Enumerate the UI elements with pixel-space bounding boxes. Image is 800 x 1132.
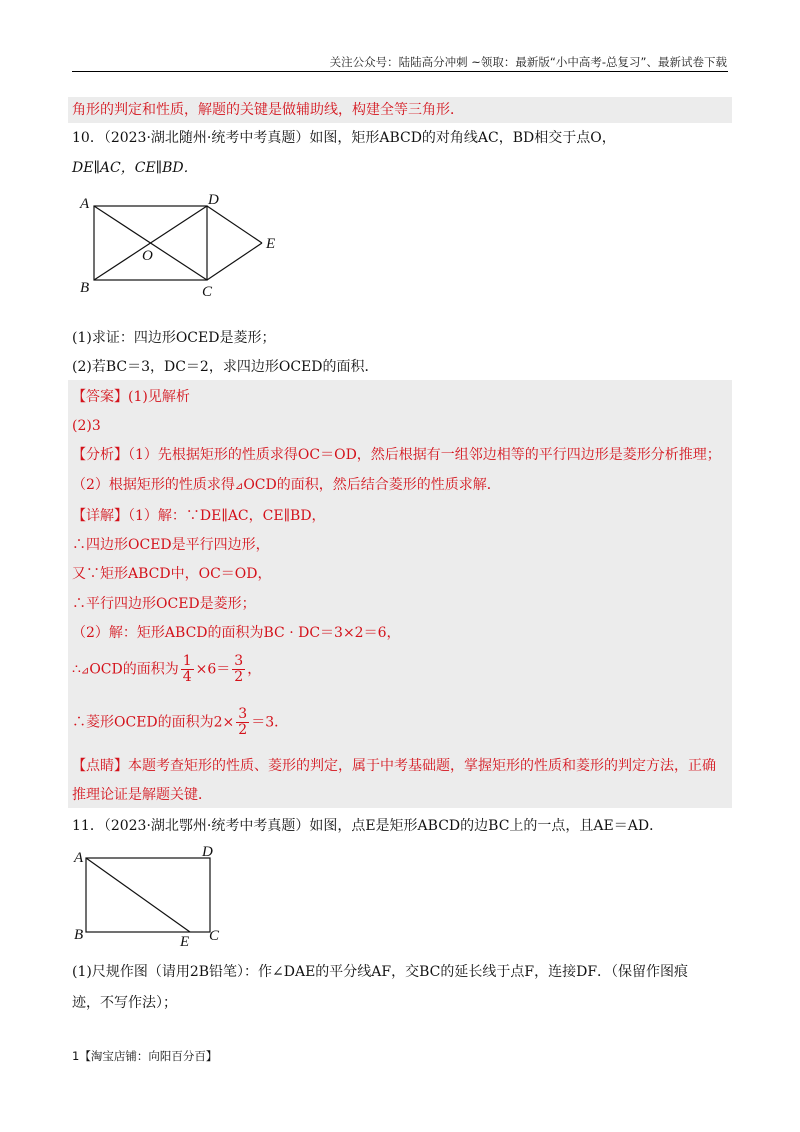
q10-detail7 — [72, 707, 288, 738]
page-footer: 1【淘宝店铺：向阳百分百】 — [72, 1049, 218, 1063]
detail6-times: ×6＝ — [195, 661, 231, 678]
label-d: D — [208, 192, 219, 208]
rectangle-abcd — [86, 858, 210, 932]
page-header: 关注公众号：陆陆高分冲刺 ~领取：最新版“小中高考-总复习”、最新试卷下载 — [329, 55, 727, 69]
segment-ae — [86, 858, 190, 932]
q10-stem-line2: DE∥AC，CE∥BD． — [72, 160, 198, 176]
q10-comment1: 【点睛】本题考查矩形的性质、菱形的判定，属于中考基础题，掌握矩形的性质和菱形的判定方法，正确 — [72, 758, 716, 774]
label-c: C — [209, 928, 220, 944]
label-e: E — [180, 934, 190, 947]
q10-figure — [72, 188, 292, 300]
fraction-denominator: 2 — [234, 669, 244, 685]
analysis2-post: OCD的面积，然后结合菱形的性质求解． — [243, 477, 501, 493]
label-a: A — [74, 850, 84, 866]
q11-part1-line1: (1)尺规作图（请用2B铅笔）：作∠DAE的平分线AF，交BC的延长线于点F，连接DF．（保留作图痕 — [72, 964, 689, 980]
q10-part1: (1)求证：四边形OCED是菱形； — [72, 330, 276, 346]
q10-part2: (2)若BC＝3，DC＝2，求四边形OCED的面积． — [72, 359, 379, 375]
detail6-end: ， — [247, 661, 262, 678]
q10-detail3: 又∵矩形ABCD中，OC＝OD， — [72, 566, 272, 582]
triangle-symbol: ⊿ — [80, 665, 90, 677]
detail7-pre: ∴菱形OCED的面积为2× — [72, 714, 235, 731]
q10-analysis2 — [72, 475, 501, 497]
fraction-denominator: 2 — [238, 722, 248, 738]
q11-figure — [72, 842, 232, 947]
q10-detail4: ∴平行四边形OCED是菱形； — [72, 596, 256, 612]
label-b: B — [80, 280, 90, 296]
segment-de — [207, 206, 262, 243]
triangle-symbol: ⊿ — [234, 481, 244, 492]
fraction-numerator: 3 — [234, 653, 244, 669]
q11-part1-line2: 迹，不写作法）； — [72, 995, 177, 1011]
q10-detail1: 【详解】（1）解：∵DE∥AC，CE∥BD， — [72, 508, 326, 524]
fraction-three-halves — [232, 654, 245, 685]
label-o: O — [142, 248, 153, 264]
analysis2-pre: （2）根据矩形的性质求得 — [72, 477, 235, 493]
q10-detail5: （2）解：矩形ABCD的面积为BC · DC＝3×2＝6， — [72, 625, 401, 641]
label-a: A — [80, 196, 90, 212]
detail6-mid: OCD的面积为 — [89, 661, 179, 678]
q10-detail6 — [72, 654, 261, 687]
q10-comment2: 推理论证是解题关键． — [72, 787, 212, 803]
detail6-pre: ∴ — [72, 661, 81, 678]
label-b: B — [74, 927, 84, 943]
fraction-one-quarter — [181, 654, 194, 685]
label-d: D — [202, 844, 213, 860]
q10-answer2: (2)3 — [72, 418, 101, 434]
q10-detail2: ∴四边形OCED是平行四边形， — [72, 537, 270, 553]
fraction-denominator: 4 — [182, 669, 192, 685]
q11-stem: 11．（2023·湖北鄂州·统考中考真题）如图，点E是矩形ABCD的边BC上的一点，且AE＝AD． — [72, 818, 664, 834]
detail7-end: ＝3． — [251, 714, 289, 731]
label-c: C — [202, 284, 213, 300]
fraction-numerator: 3 — [238, 706, 248, 722]
top-note: 角形的判定和性质，解题的关键是做辅助线，构建全等三角形． — [72, 102, 464, 118]
q10-answer1: 【答案】(1)见解析 — [72, 389, 190, 405]
q10-stem-line1: 10．（2023·湖北随州·统考中考真题）如图，矩形ABCD的对角线AC，BD相交于点O， — [72, 130, 616, 146]
header-rule — [72, 71, 728, 72]
segment-ce — [207, 243, 262, 280]
label-e: E — [266, 236, 276, 252]
fraction-numerator: 1 — [182, 653, 192, 669]
q10-analysis1: 【分析】（1）先根据矩形的性质求得OC＝OD，然后根据有一组邻边相等的平行四边形是菱形分析推理； — [72, 447, 721, 463]
fraction-three-halves — [236, 707, 249, 738]
